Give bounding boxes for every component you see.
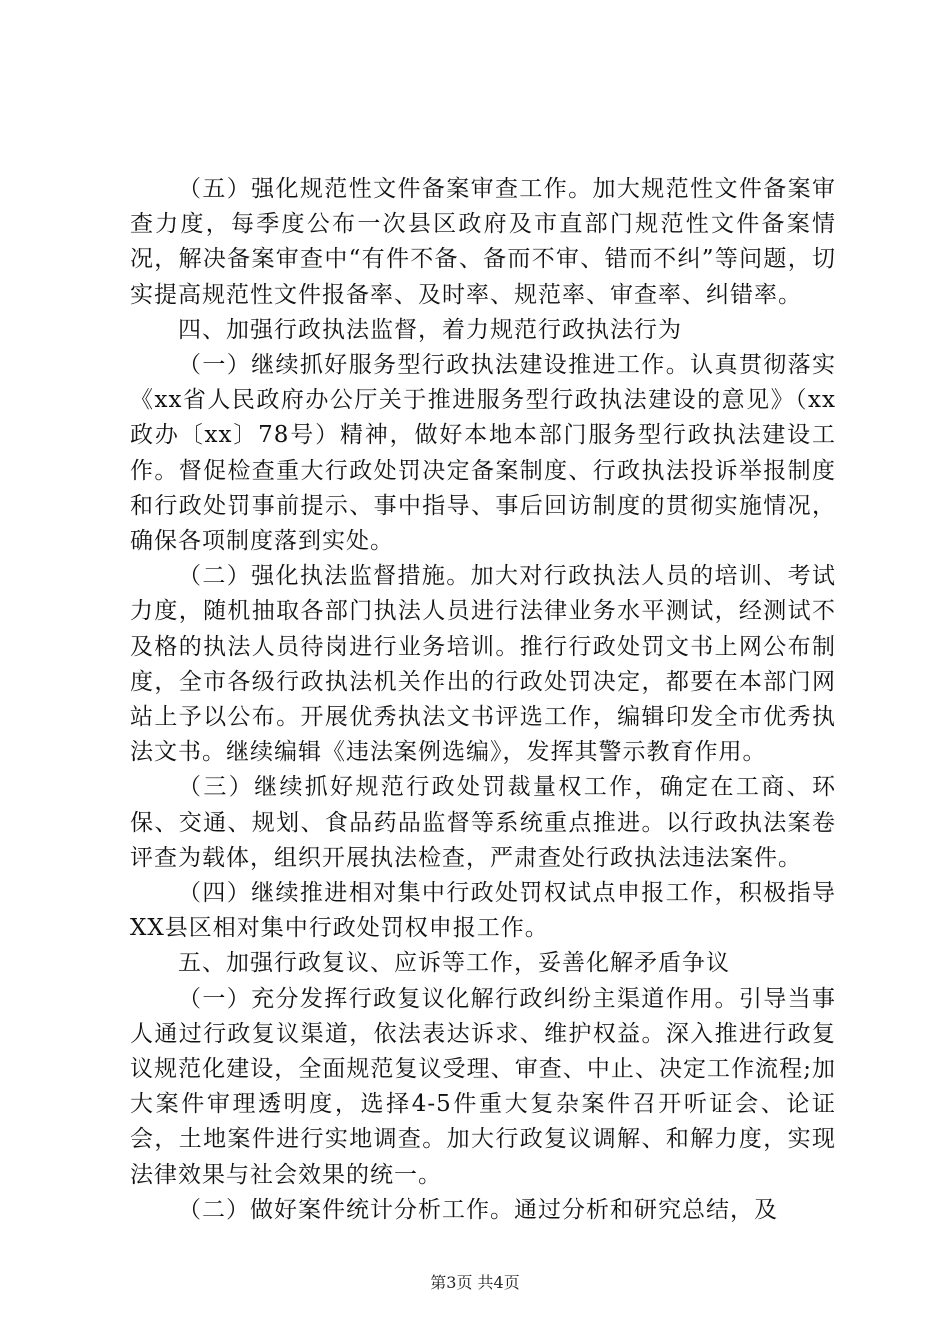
page-number-footer: 第3页 共4页	[430, 1273, 520, 1292]
paragraph-4-centralized-penalty: （四）继续推进相对集中行政处罚权试点申报工作，积极指导XX县区相对集中行政处罚权申报工作。	[130, 880, 836, 942]
paragraph-1-administrative-review: （一）充分发挥行政复议化解行政纠纷主渠道作用。引导当事人通过行政复议渠道，依法表达诉求、维护权益。深入推进行政复议规范化建设，全面规范复议受理、审查、中止、决定工作流程;加大案件审理透明度，选择4-5件重大复杂案件召开听证会、论证会，土地案件进行实地调查。加大行政复议调解、和解力度，实现法律效果与社会效果的统一。	[130, 985, 836, 1188]
document-body	[130, 172, 836, 1228]
paragraph-2-case-statistics: （二）做好案件统计分析工作。通过分析和研究总结，及	[178, 1196, 778, 1223]
paragraph-5-filing-review: （五）强化规范性文件备案审查工作。加大规范性文件备案审查力度，每季度公布一次县区政府及市直部门规范性文件备案情况，解决备案审查中“有件不备、备而不审、错而不纠”等问题，切实提高规范性文件报备率、及时率、规范率、审查率、纠错率。	[130, 176, 836, 308]
section-heading-5: 五、加强行政复议、应诉等工作，妥善化解矛盾争议	[178, 950, 730, 977]
paragraph-2-supervision-measures: （二）强化执法监督措施。加大对行政执法人员的培训、考试力度，随机抽取各部门执法人员进行法律业务水平测试，经测试不及格的执法人员待岗进行业务培训。推行行政处罚文书上网公布制度，全市各级行政执法机关作出的行政处罚决定，都要在本部门网站上予以公布。开展优秀执法文书评选工作，编辑印发全市优秀执法文书。继续编辑《违法案例选编》，发挥其警示教育作用。	[130, 563, 836, 766]
paragraph-3-penalty-discretion: （三）继续抓好规范行政处罚裁量权工作，确定在工商、环保、交通、规划、食品药品监督等系统重点推进。以行政执法案卷评查为载体，组织开展执法检查，严肃查处行政执法违法案件。	[130, 774, 836, 871]
paragraph-1-service-enforcement: （一）继续抓好服务型行政执法建设推进工作。认真贯彻落实《xx省人民政府办公厅关于推进服务型行政执法建设的意见》（xx政办〔xx〕78号）精神，做好本地本部门服务型行政执法建设工作。督促检查重大行政处罚决定备案制度、行政执法投诉举报制度和行政处罚事前提示、事中指导、事后回访制度的贯彻实施情况，确保各项制度落到实处。	[130, 352, 836, 555]
section-heading-4: 四、加强行政执法监督，着力规范行政执法行为	[178, 316, 682, 343]
